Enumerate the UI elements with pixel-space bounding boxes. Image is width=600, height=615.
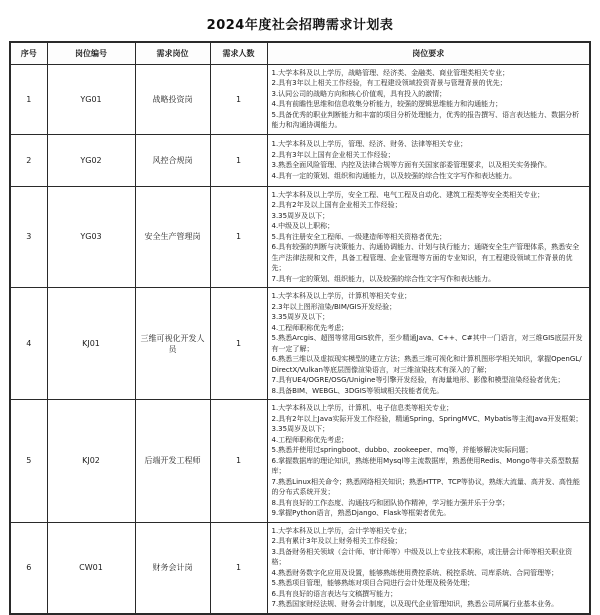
requirement-line: 4.中级及以上职称； (271, 222, 335, 230)
requirement-line: 6.具有良好的语言表达与文稿撰写能力； (271, 589, 398, 598)
row-number: 2 (10, 134, 47, 186)
requirement-line: 7.具有UE4/OGRE/OSG/Unigine等引擎开发经验，有海量地形、影像和模型渲染经验者优先； (271, 376, 565, 384)
requirement-line: 3.35周岁及以下； (271, 211, 330, 220)
requirement-line: 5.熟悉项目管理，能够熟练对项目合同进行会计处理及税务处理； (271, 579, 475, 587)
row-number: 3 (10, 186, 47, 288)
position-requirements (267, 134, 590, 186)
requirement-line: 7.具有一定的策划、组织能力，以及较强的综合性文字写作和表达能力。 (271, 274, 496, 283)
requirement-line: 2.3年以上图形渲染/BIM/GIS开发经验； (271, 302, 397, 311)
requirement-line: 4.工程师职称优先考虑； (271, 323, 349, 332)
header-position-name: 需求岗位 (135, 42, 210, 64)
header-position-requirements: 岗位要求 (267, 42, 590, 64)
recruitment-plan-table (9, 41, 591, 615)
headcount: 1 (210, 288, 267, 400)
requirement-line: 2.具有累计3年及以上财务相关工作经验； (271, 537, 402, 545)
position-code: YG02 (47, 134, 135, 186)
position-requirements (267, 400, 590, 523)
position-code: KJ01 (47, 288, 135, 400)
table-row (10, 288, 590, 400)
row-number: 5 (10, 400, 47, 523)
table-row (10, 186, 590, 288)
headcount: 1 (210, 400, 267, 523)
position-name: 战略投资岗 (135, 64, 210, 134)
position-code: YG01 (47, 64, 135, 134)
requirement-line: 4.具有前瞻性思维和信息收集分析能力，较强的逻辑思维能力和沟通能力； (271, 100, 503, 108)
requirement-line: 5.熟悉并使用过springboot、dubbo、zookeeper、mq等，并能够解决实际问题； (271, 446, 533, 454)
requirement-line: 7.熟悉Linux相关命令；熟悉网络相关知识；熟悉HTTP、TCP等协议，熟练大流量、高并发、高性能的分布式系统开发； (271, 477, 580, 496)
requirement-line: 3.具备财务相关领域（会计师、审计师等）中级及以上专业技术职称，或注册会计师等相关职业资格； (271, 547, 573, 566)
requirement-line: 2.具有3年以上国有企业相关工作经验； (271, 150, 395, 159)
table-row (10, 64, 590, 134)
header-serial-number: 序号 (10, 42, 47, 64)
position-requirements (267, 522, 590, 614)
requirement-line: 1.大学本科及以上学历，计算机等相关专业； (271, 292, 412, 300)
requirement-line: 6.具有较强的判断与决策能力、沟通协调能力、计划与执行能力；通晓安全生产管理体系，熟悉安全生产法律法规和文件，具备工程管理、企业管理等方面的专业知识，有工程建设领域工作背景的优先； (271, 243, 580, 272)
requirement-line: 7.熟悉国家财经法规、财务会计制度，以及现代企业管理知识，熟悉公司所属行业基本业务。 (271, 600, 559, 608)
table-body (10, 64, 590, 614)
requirement-line: 5.具备优秀的职业判断能力和丰富的项目分析处理能力，优秀的报告撰写、语言表达能力、数据分析能力和沟通协调能力。 (271, 110, 580, 129)
requirement-line: 6.熟悉三维以及虚拟现实模型的建立方法；熟悉三维可视化和计算机图形学相关知识，掌握OpenGL/DirectX/Vulkan等底层图像渲染语言，对三维渲染技术有深入的了解； (271, 355, 582, 374)
table-row (10, 134, 590, 186)
requirement-line: 4.熟悉财务数字化应用及设置，能够熟练使用费控系统、税控系统、司库系统、合同管理等； (271, 568, 559, 577)
requirement-line: 1.大学本科及以上学历，安全工程、电气工程及自动化、建筑工程类等安全类相关专业； (271, 190, 545, 199)
position-name: 财务会计岗 (135, 522, 210, 614)
requirement-line: 3.认同公司的战略方向和核心价值观，具有投入的激情； (271, 89, 447, 98)
row-number: 6 (10, 522, 47, 614)
requirement-line: 3.35周岁及以下； (271, 313, 330, 321)
requirement-line: 5.熟悉Arcgis、超图等常用GIS软件，至少精通Java、C++、C#其中一门语言，对三维GIS底层开发有一定了解； (271, 334, 583, 353)
requirement-line: 2.具有3年以上相关工作经验，有工程建设领域投资背景与管理背景的优先； (271, 79, 507, 87)
position-requirements (267, 186, 590, 288)
row-number: 1 (10, 64, 47, 134)
headcount: 1 (210, 134, 267, 186)
header-headcount: 需求人数 (210, 42, 267, 64)
header-position-code: 岗位编号 (47, 42, 135, 64)
position-code: YG03 (47, 186, 135, 288)
position-name: 安全生产管理岗 (135, 186, 210, 288)
requirement-line: 9.掌握Python语言，熟悉Django、Flask等框架者优先。 (271, 509, 451, 517)
position-name: 后端开发工程师 (135, 400, 210, 523)
table-row (10, 400, 590, 523)
table-row (10, 522, 590, 614)
requirement-line: 4.工程师职称优先考虑； (271, 435, 349, 444)
position-code: CW01 (47, 522, 135, 614)
position-name: 三维可视化开发人员 (135, 288, 210, 400)
page-title: 2024年度社会招聘需求计划表 (206, 18, 394, 33)
position-name: 风控合规岗 (135, 134, 210, 186)
position-code: KJ02 (47, 400, 135, 523)
requirement-line: 3.熟悉全面风险管理、内控及法律合规等方面有关国家部委管理要求，以及相关实务操作。 (271, 161, 552, 169)
requirement-line: 8.具备BIM、WEBGL、3DGIS等领域相关技能者优先。 (271, 386, 444, 395)
requirement-line: 3.35周岁及以下； (271, 425, 330, 433)
headcount: 1 (210, 522, 267, 614)
requirement-line: 2.具有2年以上Java实际开发工作经验，精通Spring、SpringMVC、Mybatis等主流Java开发框架； (271, 414, 583, 423)
requirement-line: 5.具有注册安全工程师、一级建造师等相关资格者优先； (271, 232, 447, 241)
row-number: 4 (10, 288, 47, 400)
requirement-line: 1.大学本科及以上学历，计算机、电子信息类等相关专业； (271, 404, 454, 412)
headcount: 1 (210, 64, 267, 134)
table-header-row (10, 42, 590, 64)
requirement-line: 1.大学本科及以上学历，会计学等相关专业； (271, 526, 412, 535)
requirement-line: 8.具有良好的工作态度、沟通技巧和团队协作精神，学习能力强并乐于分享； (271, 498, 510, 507)
requirement-line: 1.大学本科及以上学历，管理、经济、财务、法律等相关专业； (271, 140, 468, 148)
headcount: 1 (210, 186, 267, 288)
requirement-line: 1.大学本科及以上学历，战略管理、经济类、金融类、商业管理类相关专业； (271, 68, 510, 77)
position-requirements (267, 64, 590, 134)
requirement-line: 2.具有2年及以上国有企业相关工作经验； (271, 201, 402, 209)
requirement-line: 6.掌握数据库的理论知识，熟练使用Mysql等主流数据库，熟悉使用Redis、Mongo等非关系型数据库； (271, 456, 579, 475)
position-requirements (267, 288, 590, 400)
requirement-line: 4.具有一定的策划、组织和沟通能力，以及较强的综合性文字写作和表达能力。 (271, 171, 517, 180)
